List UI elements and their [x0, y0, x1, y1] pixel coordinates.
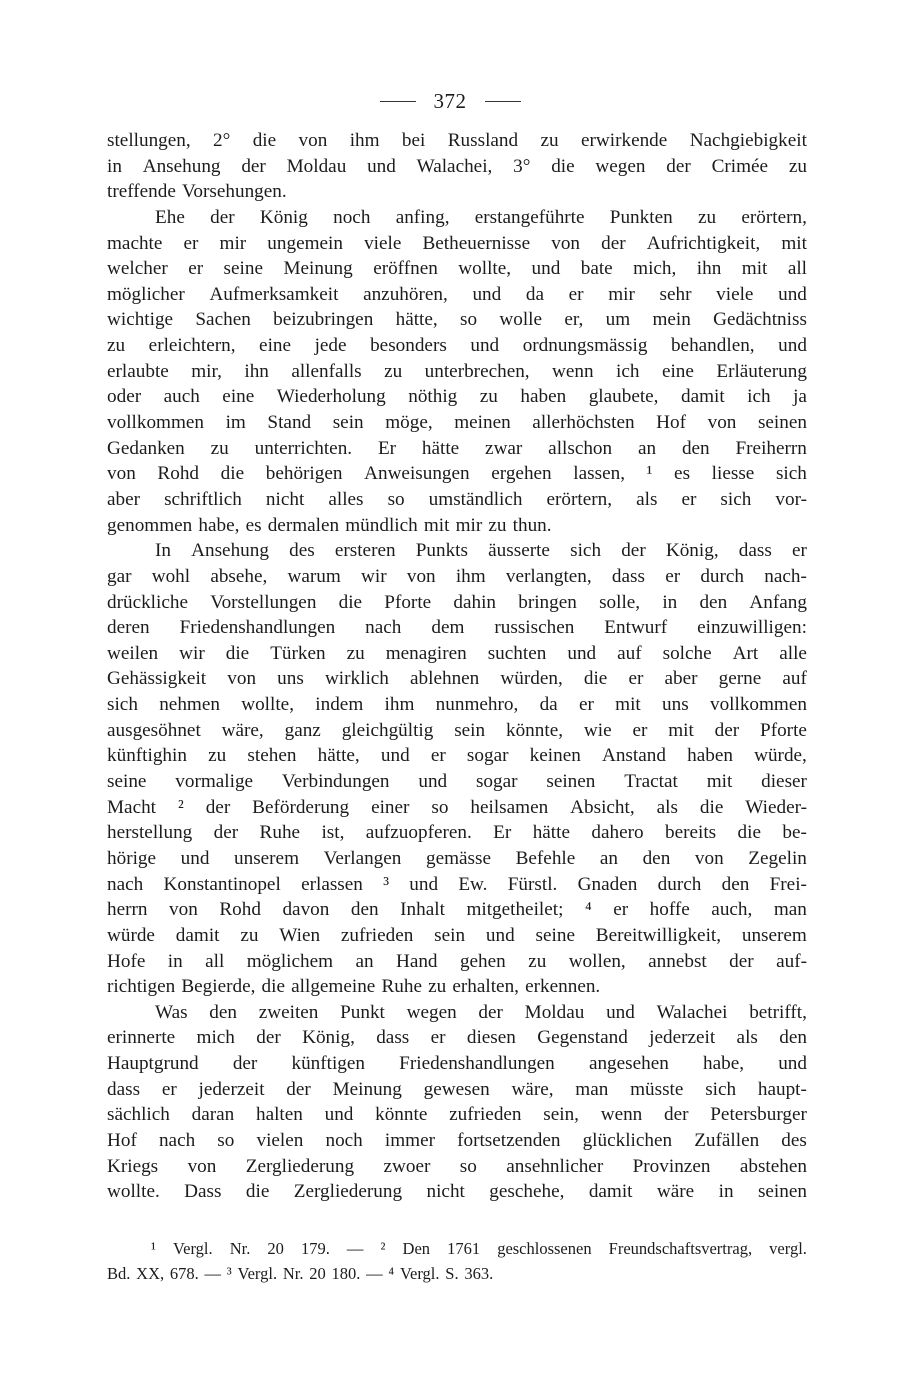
text-line: drückliche Vorstellungen die Pforte dahin bringen solle, in den Anfang [107, 591, 807, 613]
text-line: vollkommen im Stand sein möge, meinen allerhöchsten Hof von seinen [107, 412, 807, 434]
page-header [0, 86, 900, 116]
text-line: dass er jederzeit der Meinung gewesen wäre, man müsste sich haupt- [107, 1078, 807, 1100]
text-line: sächlich daran halten und könnte zufrieden sein, wenn der Petersburger [107, 1104, 807, 1126]
page-number: 372 [433, 88, 467, 113]
text-line: wichtige Sachen beizubringen hätte, so wolle er, um mein Gedächtniss [107, 309, 807, 331]
text-line: Macht ² der Beförderung einer so heilsamen Absicht, als die Wieder- [107, 796, 807, 818]
text-line: erinnerte mich der König, dass er diesen Gegenstand jederzeit als den [107, 1027, 807, 1049]
text-line: von Rohd die behörigen Anweisungen ergehen lassen, ¹ es liesse sich [107, 463, 807, 485]
text-line: nach Konstantinopel erlassen ³ und Ew. Fürstl. Gnaden durch den Frei- [107, 873, 807, 895]
text-line: Hauptgrund der künftigen Friedenshandlungen angesehen habe, und [107, 1053, 807, 1075]
text-line: würde damit zu Wien zufrieden sein und seine Bereitwilligkeit, unserem [107, 924, 807, 946]
text-line: möglicher Aufmerksamkeit anzuhören, und da er mir sehr viele und [107, 283, 807, 305]
text-line: sich nehmen wollte, indem ihm nunmehro, da er mit uns vollkommen [107, 694, 807, 716]
paragraph [107, 1000, 807, 1205]
text-line: gar wohl absehe, warum wir von ihm verlangten, dass er durch nach- [107, 565, 807, 587]
text-line: Gedanken zu unterrichten. Er hätte zwar allschon an den Freiherrn [107, 437, 807, 459]
text-line: richtigen Begierde, die allgemeine Ruhe zu erhalten, erkennen. [107, 976, 601, 998]
text-line: Kriegs von Zergliederung zwoer so ansehnlicher Provinzen abstehen [107, 1155, 807, 1177]
text-line: künftighin zu stehen hätte, und er sogar keinen Anstand haben würde, [107, 745, 807, 767]
footnotes [107, 1236, 807, 1286]
text-line: Gehässigkeit von uns wirklich ablehnen würden, die er aber gerne auf [107, 668, 807, 690]
text-line: welcher er seine Meinung eröffnen wollte, und bate mich, ihn mit all [107, 258, 807, 280]
text-line: herstellung der Ruhe ist, aufzuopferen. Er hätte dahero bereits die be- [107, 822, 807, 844]
text-line: Hofe in all möglichem an Hand gehen zu wollen, annebst der auf- [107, 950, 807, 972]
paragraph [107, 538, 807, 1000]
text-line: stellungen, 2° die von ihm bei Russland zu erwirkende Nachgiebigkeit [107, 130, 807, 151]
text-line: Ehe der König noch anfing, erstangeführte Punkten zu erörtern, [155, 206, 807, 228]
paragraph [107, 128, 807, 205]
text-line: wollte. Dass die Zergliederung nicht geschehe, damit wäre in seinen [107, 1181, 807, 1203]
header-rule-right [485, 101, 521, 102]
text-line: Hof nach so vielen noch immer fortsetzenden glücklichen Zufällen des [107, 1129, 807, 1151]
text-line: in Ansehung der Moldau und Walachei, 3° die wegen der Crimée zu [107, 155, 807, 177]
text-line: In Ansehung des ersteren Punkts äusserte sich der König, dass er [155, 540, 807, 562]
text-line: zu erleichtern, eine jede besonders und ordnungsmässig behandlen, und [107, 335, 807, 357]
text-line: seine vormalige Verbindungen und sogar seinen Tractat mit dieser [107, 771, 807, 793]
text-line: treffende Vorsehungen. [107, 181, 287, 203]
text-line: hörige und unserem Verlangen gemässe Befehle an den von Zegelin [107, 847, 807, 869]
text-line: aber schriftlich nicht alles so umständlich erörtern, als er sich vor- [107, 488, 807, 510]
text-line: machte er mir ungemein viele Betheuernisse von der Aufrichtigkeit, mit [107, 232, 807, 254]
footnote-line: ¹ Vergl. Nr. 20 179. — ² Den 1761 geschlossenen Freundschaftsvertrag, vergl. [151, 1239, 807, 1258]
text-line: herrn von Rohd davon den Inhalt mitgetheilet; ⁴ er hoffe auch, man [107, 899, 807, 921]
text-line: weilen wir die Türken zu menagiren suchten und auf solche Art alle [107, 642, 807, 664]
text-line: ausgesöhnet wäre, ganz gleichgültig sein könnte, wie er mit der Pforte [107, 719, 807, 741]
paragraph [107, 205, 807, 538]
header-rule-left [380, 101, 416, 102]
text-line: erlaubte mir, ihn allenfalls zu unterbrechen, wenn ich eine Erläuterung [107, 360, 807, 382]
footnote-line: Bd. XX, 678. — ³ Vergl. Nr. 20 180. — ⁴ Vergl. S. 363. [107, 1264, 494, 1283]
text-line: deren Friedenshandlungen nach dem russischen Entwurf einzuwilligen: [107, 617, 807, 639]
text-line: genommen habe, es dermalen mündlich mit mir zu thun. [107, 514, 552, 536]
text-line: Was den zweiten Punkt wegen der Moldau und Walachei betrifft, [155, 1001, 807, 1023]
main-text [107, 128, 807, 1205]
text-line: oder auch eine Wiederholung nöthig zu haben glaubete, damit ich ja [107, 386, 807, 408]
